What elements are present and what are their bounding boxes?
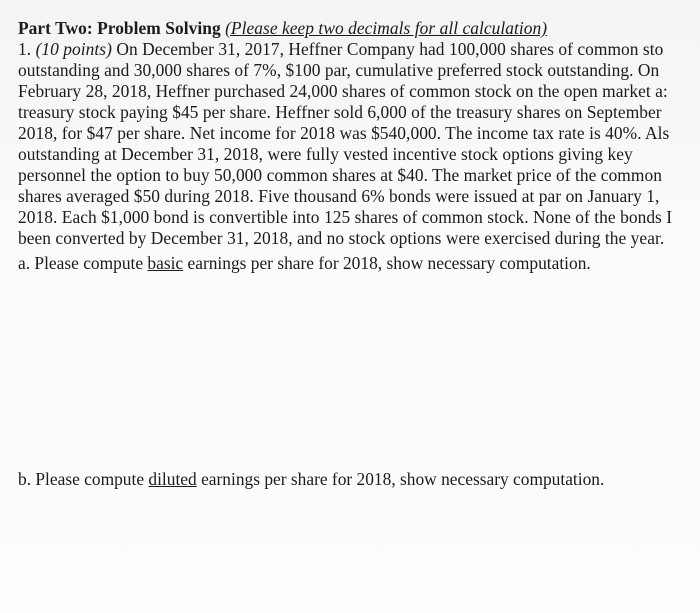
question-b-prefix: b. Please compute xyxy=(18,469,149,489)
problem-points: (10 points) xyxy=(35,39,112,59)
problem-text-line: been converted by December 31, 2018, and no stock options were exercised during the year. xyxy=(18,228,665,248)
problem-text-line: On December 31, 2017, Heffner Company had 100,000 shares of common sto xyxy=(116,39,664,59)
problem-text-line: treasury stock paying $45 per share. Heffner sold 6,000 of the treasury shares on September xyxy=(18,102,662,122)
problem-text-line: outstanding at December 31, 2018, were fully vested incentive stock options giving key xyxy=(18,144,633,164)
section-title: Part Two: Problem Solving xyxy=(18,18,221,38)
question-a-emphasis: basic xyxy=(147,253,184,273)
question-a xyxy=(18,253,591,274)
problem-number: 1. xyxy=(18,39,32,59)
question-a-suffix: earnings per share for 2018, show necessary computation. xyxy=(183,253,591,273)
problem-text-line: shares averaged $50 during 2018. Five thousand 6% bonds were issued at par on January 1, xyxy=(18,186,660,206)
question-b-emphasis: diluted xyxy=(148,469,197,489)
question-b-suffix: earnings per share for 2018, show necessary computation. xyxy=(196,469,605,489)
problem-line-1 xyxy=(18,39,663,60)
question-b xyxy=(18,469,604,490)
calculation-note: (Please keep two decimals for all calculation) xyxy=(225,18,548,38)
question-a-prefix: a. Please compute xyxy=(18,253,148,273)
problem-text-line: February 28, 2018, Heffner purchased 24,000 shares of common stock on the open market a: xyxy=(18,81,668,101)
problem-text-line: 2018. Each $1,000 bond is convertible into 125 shares of common stock. None of the bonds I xyxy=(18,207,673,227)
problem-text-line: 2018, for $47 per share. Net income for 2018 was $540,000. The income tax rate is 40%. Als xyxy=(18,123,670,143)
problem-text-line: outstanding and 30,000 shares of 7%, $100 par, cumulative preferred stock outstanding. On xyxy=(18,60,660,80)
heading-line xyxy=(18,18,547,39)
problem-text-line: personnel the option to buy 50,000 common shares at $40. The market price of the common xyxy=(18,165,662,185)
